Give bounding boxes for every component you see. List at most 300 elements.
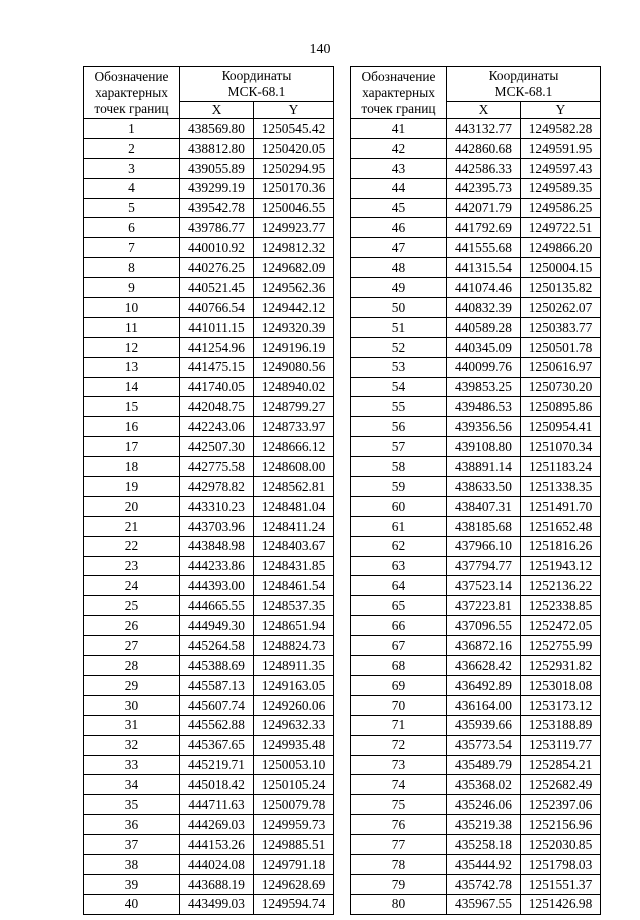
table-row xyxy=(351,437,601,457)
x-coordinate-cell: 441074.46 xyxy=(447,278,521,298)
x-coordinate-cell: 441740.05 xyxy=(180,377,254,397)
y-coordinate-cell: 1249722.51 xyxy=(521,218,601,238)
y-coordinate-cell: 1250954.41 xyxy=(521,417,601,437)
y-coordinate-cell: 1248562.81 xyxy=(254,477,334,497)
point-cell: 54 xyxy=(351,377,447,397)
y-coordinate-cell: 1250383.77 xyxy=(521,317,601,337)
header-designation-line3: точек границ xyxy=(361,100,436,116)
table-row xyxy=(351,735,601,755)
table-row xyxy=(351,178,601,198)
x-coordinate-cell: 438891.14 xyxy=(447,457,521,477)
x-coordinate-cell: 445018.42 xyxy=(180,775,254,795)
x-coordinate-cell: 437794.77 xyxy=(447,556,521,576)
point-cell: 19 xyxy=(84,477,180,497)
table-row xyxy=(84,854,334,874)
point-cell: 12 xyxy=(84,337,180,357)
table-row xyxy=(351,636,601,656)
table-row xyxy=(351,656,601,676)
x-coordinate-cell: 435219.38 xyxy=(447,815,521,835)
table-row xyxy=(351,218,601,238)
y-coordinate-cell: 1250046.55 xyxy=(254,198,334,218)
point-cell: 16 xyxy=(84,417,180,437)
point-cell: 27 xyxy=(84,636,180,656)
table-row xyxy=(84,417,334,437)
point-cell: 26 xyxy=(84,616,180,636)
x-coordinate-cell: 439055.89 xyxy=(180,158,254,178)
point-cell: 41 xyxy=(351,119,447,139)
x-coordinate-cell: 439108.80 xyxy=(447,437,521,457)
table-row xyxy=(84,616,334,636)
x-coordinate-cell: 438407.31 xyxy=(447,496,521,516)
y-coordinate-cell: 1249866.20 xyxy=(521,238,601,258)
point-cell: 33 xyxy=(84,755,180,775)
table-row xyxy=(351,835,601,855)
x-coordinate-cell: 443848.98 xyxy=(180,536,254,556)
point-cell: 39 xyxy=(84,874,180,894)
y-coordinate-cell: 1250053.10 xyxy=(254,755,334,775)
y-coordinate-cell: 1250420.05 xyxy=(254,138,334,158)
table-row xyxy=(84,437,334,457)
x-coordinate-cell: 442243.06 xyxy=(180,417,254,437)
table-row xyxy=(84,477,334,497)
x-coordinate-cell: 445607.74 xyxy=(180,695,254,715)
table-row xyxy=(84,238,334,258)
table-row xyxy=(84,218,334,238)
y-coordinate-cell: 1249594.74 xyxy=(254,894,334,914)
header-coordinates-line2: МСК-68.1 xyxy=(227,84,286,99)
y-coordinate-cell: 1249562.36 xyxy=(254,278,334,298)
point-cell: 63 xyxy=(351,556,447,576)
x-coordinate-cell: 442775.58 xyxy=(180,457,254,477)
coordinates-table-left xyxy=(83,66,334,915)
table-row xyxy=(351,119,601,139)
x-coordinate-cell: 445562.88 xyxy=(180,715,254,735)
table-row xyxy=(84,119,334,139)
y-coordinate-cell: 1250501.78 xyxy=(521,337,601,357)
x-coordinate-cell: 440345.09 xyxy=(447,337,521,357)
table-row xyxy=(351,536,601,556)
x-coordinate-cell: 438185.68 xyxy=(447,516,521,536)
table-row xyxy=(351,138,601,158)
x-coordinate-cell: 441011.15 xyxy=(180,317,254,337)
point-cell: 60 xyxy=(351,496,447,516)
x-coordinate-cell: 442507.30 xyxy=(180,437,254,457)
y-coordinate-cell: 1251183.24 xyxy=(521,457,601,477)
table-row xyxy=(351,298,601,318)
x-coordinate-cell: 443688.19 xyxy=(180,874,254,894)
table-row xyxy=(84,377,334,397)
y-coordinate-cell: 1252397.06 xyxy=(521,795,601,815)
x-coordinate-cell: 440766.54 xyxy=(180,298,254,318)
point-cell: 78 xyxy=(351,854,447,874)
y-coordinate-cell: 1248481.04 xyxy=(254,496,334,516)
point-cell: 50 xyxy=(351,298,447,318)
table-row xyxy=(84,735,334,755)
y-coordinate-cell: 1250545.42 xyxy=(254,119,334,139)
x-coordinate-cell: 444949.30 xyxy=(180,616,254,636)
x-coordinate-cell: 445388.69 xyxy=(180,656,254,676)
table-row xyxy=(84,874,334,894)
x-coordinate-cell: 441254.96 xyxy=(180,337,254,357)
y-coordinate-cell: 1248411.24 xyxy=(254,516,334,536)
point-cell: 30 xyxy=(84,695,180,715)
y-coordinate-cell: 1248403.67 xyxy=(254,536,334,556)
y-coordinate-cell: 1248651.94 xyxy=(254,616,334,636)
point-cell: 22 xyxy=(84,536,180,556)
x-coordinate-cell: 440832.39 xyxy=(447,298,521,318)
table-row xyxy=(351,457,601,477)
x-coordinate-cell: 442586.33 xyxy=(447,158,521,178)
point-cell: 5 xyxy=(84,198,180,218)
y-coordinate-cell: 1250294.95 xyxy=(254,158,334,178)
point-cell: 69 xyxy=(351,675,447,695)
x-coordinate-cell: 438633.50 xyxy=(447,477,521,497)
table-row xyxy=(351,397,601,417)
point-cell: 70 xyxy=(351,695,447,715)
x-coordinate-cell: 445264.58 xyxy=(180,636,254,656)
table-row xyxy=(84,775,334,795)
y-coordinate-cell: 1249812.32 xyxy=(254,238,334,258)
table-row xyxy=(84,675,334,695)
point-cell: 28 xyxy=(84,656,180,676)
point-cell: 75 xyxy=(351,795,447,815)
table-row xyxy=(351,238,601,258)
table-row xyxy=(351,576,601,596)
point-cell: 49 xyxy=(351,278,447,298)
header-y: Y xyxy=(521,102,601,119)
point-cell: 43 xyxy=(351,158,447,178)
point-cell: 76 xyxy=(351,815,447,835)
y-coordinate-cell: 1251491.70 xyxy=(521,496,601,516)
x-coordinate-cell: 442071.79 xyxy=(447,198,521,218)
x-coordinate-cell: 445587.13 xyxy=(180,675,254,695)
point-cell: 64 xyxy=(351,576,447,596)
table-row xyxy=(351,337,601,357)
point-cell: 53 xyxy=(351,357,447,377)
y-coordinate-cell: 1250895.86 xyxy=(521,397,601,417)
point-cell: 17 xyxy=(84,437,180,457)
right-table-body xyxy=(351,119,601,915)
x-coordinate-cell: 439486.53 xyxy=(447,397,521,417)
x-coordinate-cell: 435773.54 xyxy=(447,735,521,755)
x-coordinate-cell: 437096.55 xyxy=(447,616,521,636)
x-coordinate-cell: 442978.82 xyxy=(180,477,254,497)
y-coordinate-cell: 1252472.05 xyxy=(521,616,601,636)
y-coordinate-cell: 1248608.00 xyxy=(254,457,334,477)
header-coordinates-line2: МСК-68.1 xyxy=(494,84,553,99)
y-coordinate-cell: 1253188.89 xyxy=(521,715,601,735)
y-coordinate-cell: 1250135.82 xyxy=(521,278,601,298)
y-coordinate-cell: 1249923.77 xyxy=(254,218,334,238)
point-cell: 80 xyxy=(351,894,447,914)
left-table-body xyxy=(84,119,334,915)
y-coordinate-cell: 1249791.18 xyxy=(254,854,334,874)
x-coordinate-cell: 441475.15 xyxy=(180,357,254,377)
x-coordinate-cell: 444233.86 xyxy=(180,556,254,576)
x-coordinate-cell: 438569.80 xyxy=(180,119,254,139)
x-coordinate-cell: 435444.92 xyxy=(447,854,521,874)
table-row xyxy=(351,894,601,914)
table-row xyxy=(84,536,334,556)
x-coordinate-cell: 439853.25 xyxy=(447,377,521,397)
point-cell: 77 xyxy=(351,835,447,855)
x-coordinate-cell: 437966.10 xyxy=(447,536,521,556)
point-cell: 66 xyxy=(351,616,447,636)
point-cell: 59 xyxy=(351,477,447,497)
y-coordinate-cell: 1248666.12 xyxy=(254,437,334,457)
x-coordinate-cell: 441792.69 xyxy=(447,218,521,238)
table-row xyxy=(351,417,601,437)
point-cell: 72 xyxy=(351,735,447,755)
point-cell: 74 xyxy=(351,775,447,795)
x-coordinate-cell: 443132.77 xyxy=(447,119,521,139)
y-coordinate-cell: 1248824.73 xyxy=(254,636,334,656)
table-row xyxy=(84,317,334,337)
table-row xyxy=(351,158,601,178)
x-coordinate-cell: 439542.78 xyxy=(180,198,254,218)
point-cell: 13 xyxy=(84,357,180,377)
x-coordinate-cell: 439356.56 xyxy=(447,417,521,437)
point-cell: 11 xyxy=(84,317,180,337)
y-coordinate-cell: 1250170.36 xyxy=(254,178,334,198)
header-designation-line1: Обозначение xyxy=(94,68,169,84)
table-row xyxy=(84,815,334,835)
table-row xyxy=(84,158,334,178)
y-coordinate-cell: 1252136.22 xyxy=(521,576,601,596)
y-coordinate-cell: 1251070.34 xyxy=(521,437,601,457)
x-coordinate-cell: 435939.66 xyxy=(447,715,521,735)
table-row xyxy=(84,337,334,357)
table-row xyxy=(84,596,334,616)
x-coordinate-cell: 443703.96 xyxy=(180,516,254,536)
table-row xyxy=(351,715,601,735)
header-coordinates-line1: Координаты xyxy=(221,68,292,83)
table-row xyxy=(84,198,334,218)
x-coordinate-cell: 436164.00 xyxy=(447,695,521,715)
table-row xyxy=(84,516,334,536)
x-coordinate-cell: 444153.26 xyxy=(180,835,254,855)
point-cell: 21 xyxy=(84,516,180,536)
x-coordinate-cell: 443310.23 xyxy=(180,496,254,516)
table-row xyxy=(84,556,334,576)
point-cell: 46 xyxy=(351,218,447,238)
table-row xyxy=(84,576,334,596)
point-cell: 73 xyxy=(351,755,447,775)
header-coordinates-line1: Координаты xyxy=(488,68,559,83)
y-coordinate-cell: 1249260.06 xyxy=(254,695,334,715)
table-row xyxy=(351,278,601,298)
table-row xyxy=(84,298,334,318)
point-cell: 44 xyxy=(351,178,447,198)
point-cell: 15 xyxy=(84,397,180,417)
x-coordinate-cell: 437523.14 xyxy=(447,576,521,596)
x-coordinate-cell: 439786.77 xyxy=(180,218,254,238)
y-coordinate-cell: 1249442.12 xyxy=(254,298,334,318)
x-coordinate-cell: 440589.28 xyxy=(447,317,521,337)
header-designation-line2: характерных xyxy=(362,84,435,100)
table-row xyxy=(84,715,334,735)
point-cell: 47 xyxy=(351,238,447,258)
y-coordinate-cell: 1249163.05 xyxy=(254,675,334,695)
table-row xyxy=(84,457,334,477)
x-coordinate-cell: 436628.42 xyxy=(447,656,521,676)
table-row xyxy=(351,695,601,715)
table-row xyxy=(84,258,334,278)
y-coordinate-cell: 1253119.77 xyxy=(521,735,601,755)
x-coordinate-cell: 441315.54 xyxy=(447,258,521,278)
point-cell: 18 xyxy=(84,457,180,477)
header-designation xyxy=(351,67,447,119)
y-coordinate-cell: 1249589.35 xyxy=(521,178,601,198)
table-row xyxy=(84,138,334,158)
x-coordinate-cell: 439299.19 xyxy=(180,178,254,198)
y-coordinate-cell: 1252931.82 xyxy=(521,656,601,676)
table-row xyxy=(351,357,601,377)
y-coordinate-cell: 1249586.25 xyxy=(521,198,601,218)
point-cell: 71 xyxy=(351,715,447,735)
table-row xyxy=(351,675,601,695)
table-row xyxy=(351,496,601,516)
table-row xyxy=(351,317,601,337)
y-coordinate-cell: 1248461.54 xyxy=(254,576,334,596)
table-row xyxy=(84,496,334,516)
table-row xyxy=(351,775,601,795)
x-coordinate-cell: 442860.68 xyxy=(447,138,521,158)
y-coordinate-cell: 1249080.56 xyxy=(254,357,334,377)
y-coordinate-cell: 1249632.33 xyxy=(254,715,334,735)
table-row xyxy=(84,636,334,656)
point-cell: 65 xyxy=(351,596,447,616)
table-row xyxy=(351,556,601,576)
y-coordinate-cell: 1251798.03 xyxy=(521,854,601,874)
point-cell: 38 xyxy=(84,854,180,874)
x-coordinate-cell: 435489.79 xyxy=(447,755,521,775)
point-cell: 24 xyxy=(84,576,180,596)
table-row xyxy=(351,516,601,536)
y-coordinate-cell: 1251338.35 xyxy=(521,477,601,497)
point-cell: 14 xyxy=(84,377,180,397)
coordinates-table-right xyxy=(350,66,601,915)
y-coordinate-cell: 1251652.48 xyxy=(521,516,601,536)
x-coordinate-cell: 441555.68 xyxy=(447,238,521,258)
x-coordinate-cell: 438812.80 xyxy=(180,138,254,158)
x-coordinate-cell: 435246.06 xyxy=(447,795,521,815)
table-row xyxy=(351,377,601,397)
x-coordinate-cell: 440521.45 xyxy=(180,278,254,298)
y-coordinate-cell: 1249935.48 xyxy=(254,735,334,755)
point-cell: 45 xyxy=(351,198,447,218)
point-cell: 58 xyxy=(351,457,447,477)
y-coordinate-cell: 1248911.35 xyxy=(254,656,334,676)
point-cell: 52 xyxy=(351,337,447,357)
page-number: 140 xyxy=(309,42,331,57)
point-cell: 8 xyxy=(84,258,180,278)
x-coordinate-cell: 444024.08 xyxy=(180,854,254,874)
y-coordinate-cell: 1249628.69 xyxy=(254,874,334,894)
y-coordinate-cell: 1248431.85 xyxy=(254,556,334,576)
y-coordinate-cell: 1248733.97 xyxy=(254,417,334,437)
table-row xyxy=(351,854,601,874)
table-row xyxy=(84,357,334,377)
y-coordinate-cell: 1250616.97 xyxy=(521,357,601,377)
y-coordinate-cell: 1252030.85 xyxy=(521,835,601,855)
point-cell: 42 xyxy=(351,138,447,158)
y-coordinate-cell: 1250262.07 xyxy=(521,298,601,318)
point-cell: 32 xyxy=(84,735,180,755)
point-cell: 4 xyxy=(84,178,180,198)
header-designation xyxy=(84,67,180,119)
header-coordinates xyxy=(447,67,601,102)
point-cell: 37 xyxy=(84,835,180,855)
x-coordinate-cell: 436492.89 xyxy=(447,675,521,695)
point-cell: 79 xyxy=(351,874,447,894)
header-designation-line2: характерных xyxy=(95,84,168,100)
y-coordinate-cell: 1250105.24 xyxy=(254,775,334,795)
y-coordinate-cell: 1248537.35 xyxy=(254,596,334,616)
y-coordinate-cell: 1252854.21 xyxy=(521,755,601,775)
x-coordinate-cell: 436872.16 xyxy=(447,636,521,656)
y-coordinate-cell: 1250004.15 xyxy=(521,258,601,278)
y-coordinate-cell: 1252755.99 xyxy=(521,636,601,656)
x-coordinate-cell: 437223.81 xyxy=(447,596,521,616)
point-cell: 23 xyxy=(84,556,180,576)
table-row xyxy=(351,258,601,278)
x-coordinate-cell: 440276.25 xyxy=(180,258,254,278)
y-coordinate-cell: 1249591.95 xyxy=(521,138,601,158)
header-x: X xyxy=(447,102,521,119)
table-row xyxy=(84,397,334,417)
y-coordinate-cell: 1249959.73 xyxy=(254,815,334,835)
header-coordinates xyxy=(180,67,334,102)
header-x: X xyxy=(180,102,254,119)
point-cell: 25 xyxy=(84,596,180,616)
point-cell: 3 xyxy=(84,158,180,178)
y-coordinate-cell: 1253018.08 xyxy=(521,675,601,695)
table-row xyxy=(351,198,601,218)
x-coordinate-cell: 444269.03 xyxy=(180,815,254,835)
table-row xyxy=(351,815,601,835)
y-coordinate-cell: 1249582.28 xyxy=(521,119,601,139)
x-coordinate-cell: 442395.73 xyxy=(447,178,521,198)
point-cell: 51 xyxy=(351,317,447,337)
x-coordinate-cell: 442048.75 xyxy=(180,397,254,417)
point-cell: 2 xyxy=(84,138,180,158)
header-designation-line3: точек границ xyxy=(94,100,169,116)
point-cell: 20 xyxy=(84,496,180,516)
table-row xyxy=(84,695,334,715)
y-coordinate-cell: 1249597.43 xyxy=(521,158,601,178)
point-cell: 9 xyxy=(84,278,180,298)
point-cell: 68 xyxy=(351,656,447,676)
y-coordinate-cell: 1251551.37 xyxy=(521,874,601,894)
table-row xyxy=(351,755,601,775)
x-coordinate-cell: 435967.55 xyxy=(447,894,521,914)
y-coordinate-cell: 1249885.51 xyxy=(254,835,334,855)
y-coordinate-cell: 1249320.39 xyxy=(254,317,334,337)
y-coordinate-cell: 1252338.85 xyxy=(521,596,601,616)
y-coordinate-cell: 1252156.96 xyxy=(521,815,601,835)
x-coordinate-cell: 440099.76 xyxy=(447,357,521,377)
y-coordinate-cell: 1248799.27 xyxy=(254,397,334,417)
table-row xyxy=(84,656,334,676)
point-cell: 61 xyxy=(351,516,447,536)
table-row xyxy=(84,795,334,815)
point-cell: 31 xyxy=(84,715,180,735)
point-cell: 48 xyxy=(351,258,447,278)
x-coordinate-cell: 435258.18 xyxy=(447,835,521,855)
point-cell: 40 xyxy=(84,894,180,914)
point-cell: 6 xyxy=(84,218,180,238)
